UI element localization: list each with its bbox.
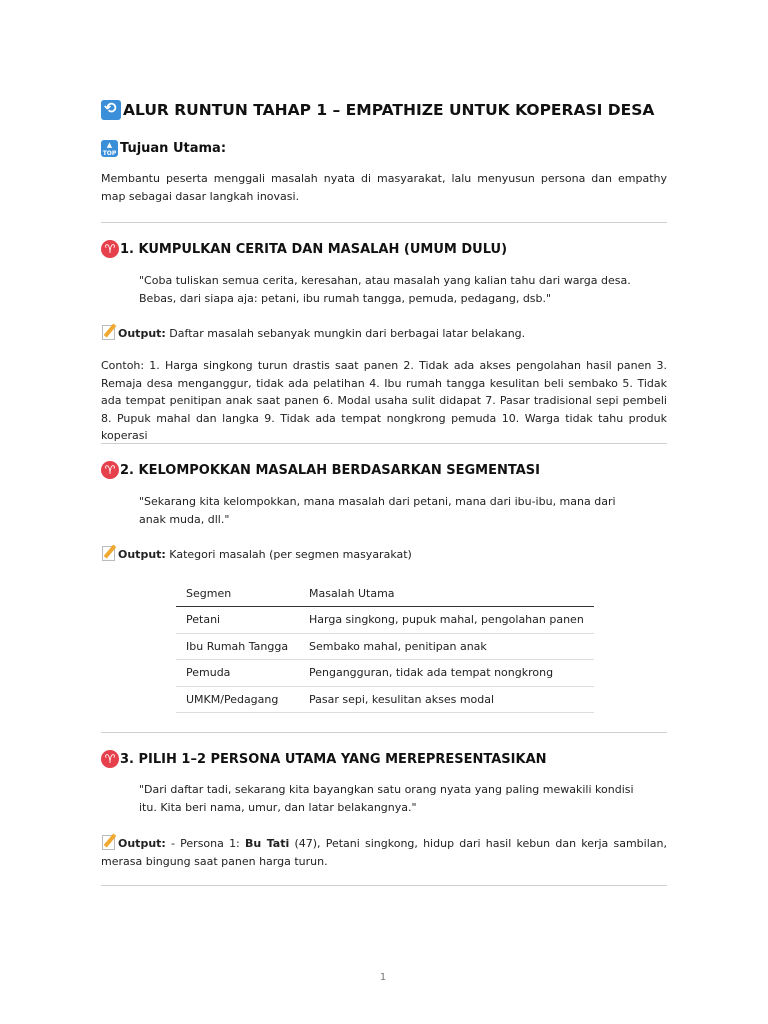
memo-icon [101, 323, 117, 339]
segment-table [176, 580, 594, 713]
section1-output: Output: Daftar masalah sebanyak mungkin dari berbagai latar belakang. [101, 323, 667, 343]
divider [101, 222, 667, 223]
section3-heading: ♈ 3. PILIH 1–2 PERSONA UTAMA YANG MEREPRESENTASIKAN [101, 750, 547, 768]
section3-quote: "Dari daftar tadi, sekarang kita bayangkan satu orang nyata yang paling mewakili kondisi itu. Kita beri nama, umur, dan latar belakangnya." [139, 783, 634, 814]
section1-heading: ♈ 1. KUMPULKAN CERITA DAN MASALAH (UMUM DULU) [101, 240, 507, 258]
section1-quote: "Coba tuliskan semua cerita, keresahan, atau masalah yang kalian tahu dari warga desa. Bebas, dari siapa aja: petani, ibu rumah tangga, pemuda, pedagang, dsb." [139, 274, 631, 305]
arrows-counterclockwise-icon [101, 100, 121, 120]
page-number: 1 [379, 972, 387, 983]
memo-icon [101, 544, 117, 560]
section1-example: Contoh: 1. Harga singkong turun drastis saat panen 2. Tidak ada akses pengolahan hasil panen 3. Remaja desa menganggur, tidak ada pelatihan 4. Ibu rumah tangga kesulitan beli sembako 5. Tidak ada tempat penitipan anak saat panen 6. Modal usaha sulit didapat 7. Pasar tradisional sepi pembeli 8. Pupuk mahal dan langka 9. Tidak ada tempat nongkrong pemuda 10. Warga tidak tahu produk koperasi [101, 359, 667, 442]
table-row [176, 686, 594, 713]
table-row [176, 633, 594, 660]
table-cell: Ibu Rumah Tangga [176, 633, 299, 660]
table-cell: Pemuda [176, 660, 299, 687]
divider [101, 885, 667, 886]
top-arrow-icon: ▲ TOP [102, 141, 117, 157]
section2-quote: "Sekarang kita kelompokkan, mana masalah dari petani, mana dari ibu-ibu, mana dari anak muda, dll." [139, 495, 616, 526]
table-row [176, 607, 594, 634]
table-cell: Pasar sepi, kesulitan akses modal [299, 686, 594, 713]
aries-icon: ♈ [101, 461, 119, 479]
divider [101, 443, 667, 444]
aries-icon: ♈ [101, 240, 119, 258]
table-cell: UMKM/Pedagang [176, 686, 299, 713]
section2-output: Output: Kategori masalah (per segmen masyarakat) [101, 544, 667, 564]
memo-icon [101, 833, 117, 849]
section2-heading: ♈ 2. KELOMPOKKAN MASALAH BERDASARKAN SEGMENTASI [101, 461, 540, 479]
persona-name: Bu Tati [244, 837, 290, 850]
table-header-cell: Segmen [176, 580, 299, 607]
table-cell: Harga singkong, pupuk mahal, pengolahan panen [299, 607, 594, 634]
tujuan-heading: ▲ TOP Tujuan Utama: [102, 141, 227, 157]
aries-icon: ♈ [101, 750, 119, 768]
table-header-cell: Masalah Utama [299, 580, 594, 607]
table-row [176, 660, 594, 687]
divider [101, 732, 667, 733]
table-cell: Pengangguran, tidak ada tempat nongkrong [299, 660, 594, 687]
document-title: ⟲ ALUR RUNTUN TAHAP 1 – EMPATHIZE UNTUK KOPERASI DESA [101, 100, 667, 120]
table-header-row [176, 580, 594, 607]
table-cell: Sembako mahal, penitipan anak [299, 633, 594, 660]
tujuan-text: Membantu peserta menggali masalah nyata di masyarakat, lalu menyusun persona dan empathy map sebagai dasar langkah inovasi. [101, 172, 667, 203]
table-cell: Petani [176, 607, 299, 634]
section3-output: Output: - Persona 1: Bu Tati (47), Petani singkong, hidup dari hasil kebun dan kerja sambilan, merasa bingung saat panen harga turun. [101, 833, 667, 870]
